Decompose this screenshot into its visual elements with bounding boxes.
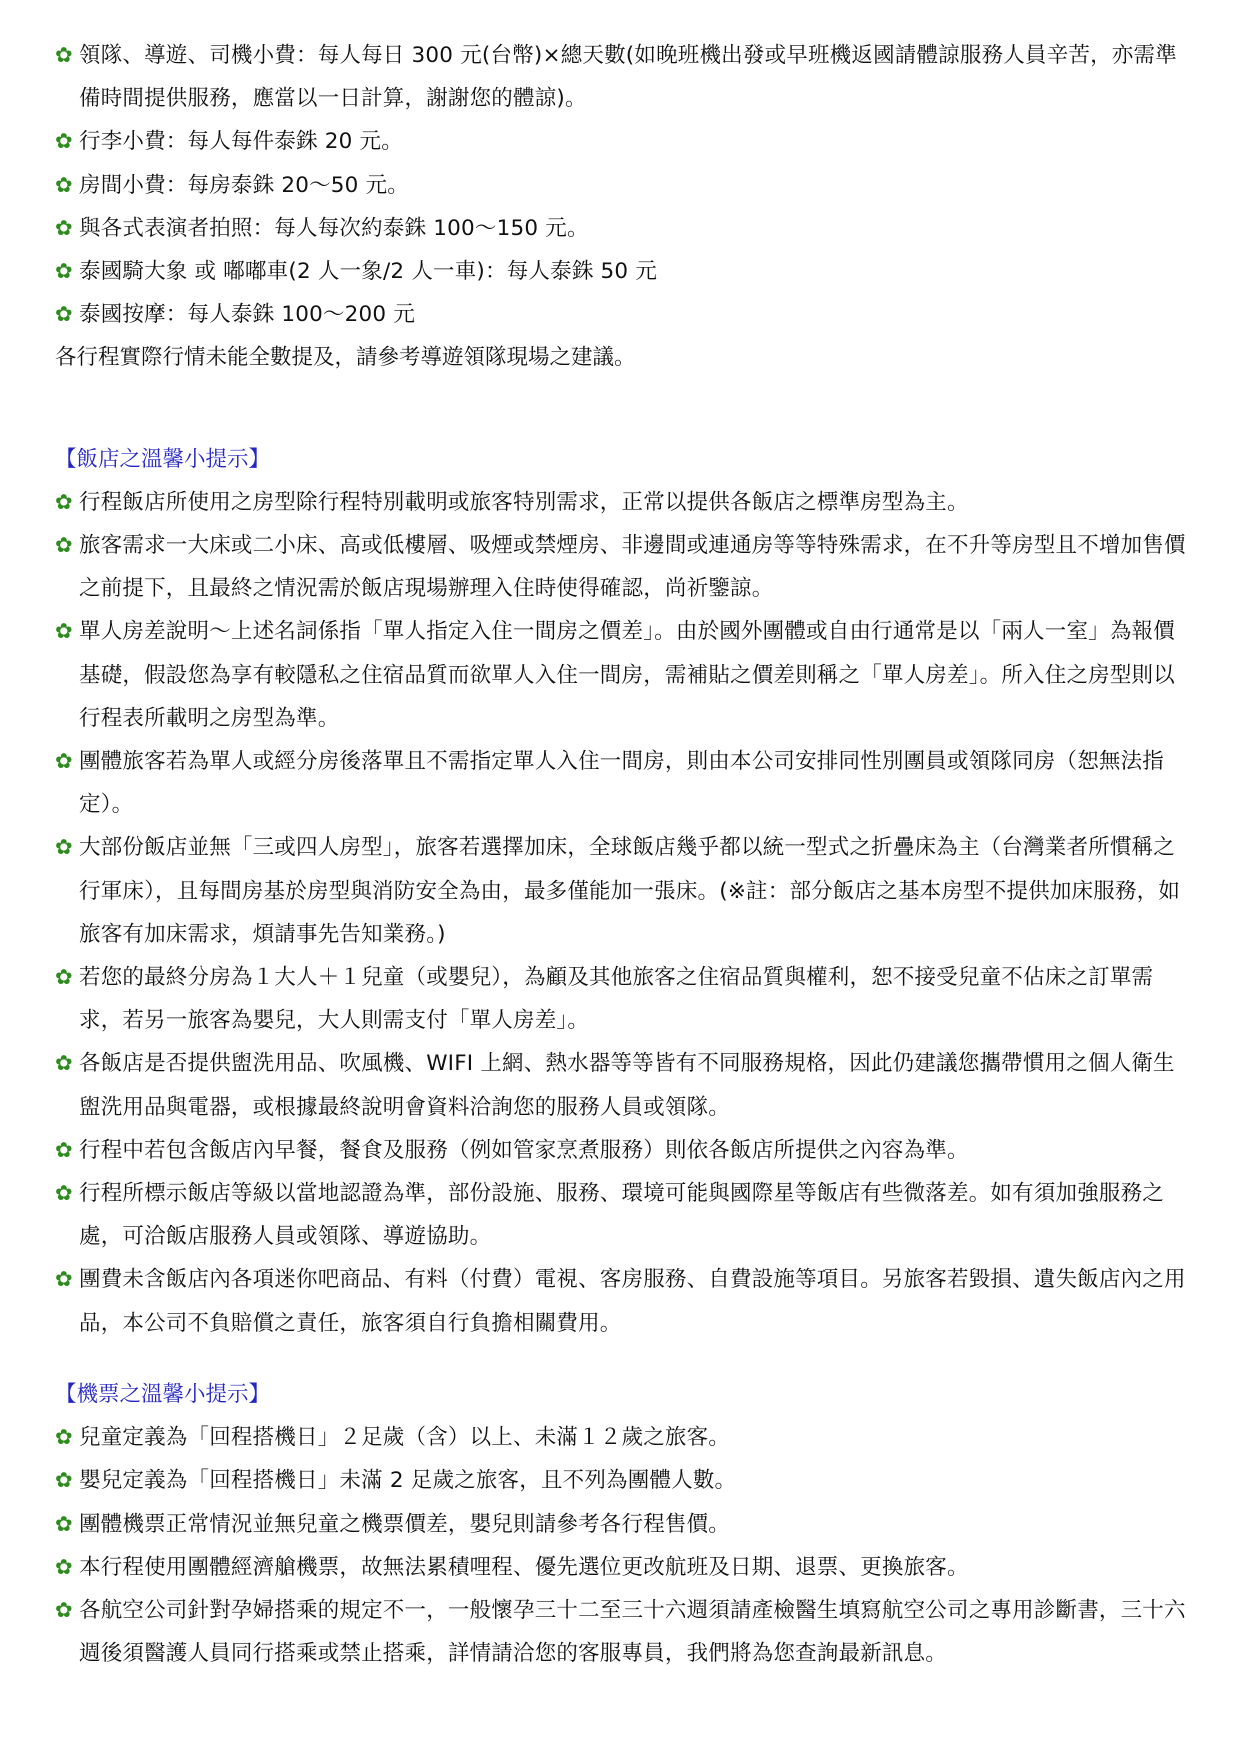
hotel-item-text: 行程所標示飯店等級以當地認證為準，部份設施、服務、環境可能與國際星等飯店有些微落差。如有須加強服務之處，可洽飯店服務人員或領隊、導遊協助。 xyxy=(79,1181,1165,1250)
tips-list xyxy=(55,34,1195,380)
ticket-item-text: 兒童定義為「回程搭機日」２足歲（含）以上、未滿１２歲之旅客。 xyxy=(79,1425,731,1451)
ticket-item-text: 各航空公司針對孕婦搭乘的規定不一，一般懷孕三十二至三十六週須請產檢醫生填寫航空公司之專用診斷書，三十六週後須醫護人員同行搭乘或禁止搭乘，詳情請洽您的客服專員，我們將為您查詢最新訊息。 xyxy=(79,1597,1186,1667)
flower-bullet-icon: ✿ xyxy=(55,1554,73,1579)
flower-bullet-icon: ✿ xyxy=(55,1181,73,1206)
ticket-item xyxy=(55,1589,1195,1675)
hotel-item xyxy=(55,481,1195,524)
flower-bullet-icon: ✿ xyxy=(55,1511,73,1536)
tip-item xyxy=(55,120,1195,163)
hotel-item-text: 大部份飯店並無「三或四人房型」，旅客若選擇加床，全球飯店幾乎都以統一型式之折疊床為主（台灣業者所慣稱之行軍床），且每間房基於房型與消防安全為由，最多僅能加一張床。(※註：部分飯店之基本房型不提供加床服務，如旅客有加床需求，煩請事先告知業務。) xyxy=(79,835,1181,947)
ticket-item xyxy=(55,1503,1195,1546)
tip-text: 泰國按摩：每人泰銖 100～200 元 xyxy=(79,302,416,328)
flower-bullet-icon: ✿ xyxy=(55,835,73,860)
flower-bullet-icon: ✿ xyxy=(55,43,73,67)
tip-item xyxy=(55,34,1195,120)
flower-bullet-icon: ✿ xyxy=(55,172,73,197)
flower-bullet-icon: ✿ xyxy=(55,749,73,774)
hotel-item-text: 行程飯店所使用之房型除行程特別載明或旅客特別需求，正常以提供各飯店之標準房型為主。 xyxy=(79,489,969,515)
tip-item xyxy=(55,164,1195,207)
hotel-item xyxy=(55,610,1195,740)
tip-text: 泰國騎大象 或 嘟嘟車(2 人一象/2 人一車)：每人泰銖 50 元 xyxy=(79,259,658,285)
hotel-item xyxy=(55,1258,1195,1344)
hotel-item xyxy=(55,524,1195,610)
hotel-item-text: 旅客需求一大床或二小床、高或低樓層、吸煙或禁煙房、非邊間或連通房等等特殊需求，在不升等房型且不增加售價之前提下，且最終之情況需於飯店現場辦理入住時使得確認，尚祈鑒諒。 xyxy=(79,533,1186,602)
tip-text: 與各式表演者拍照：每人每次約泰銖 100～150 元。 xyxy=(79,215,589,241)
tips-note: 各行程實際行情未能全數提及，請參考導遊領隊現場之建議。 xyxy=(55,345,636,371)
flower-bullet-icon: ✿ xyxy=(55,1267,73,1292)
ticket-item xyxy=(55,1546,1195,1589)
hotel-item-text: 單人房差說明～上述名詞係指「單人指定入住一間房之價差」。由於國外團體或自由行通常是以「兩人一室」為報價基礎，假設您為享有較隱私之住宿品質而欲單人入住一間房，需補貼之價差則稱之「單人房差」。所入住之房型則以行程表所載明之房型為準。 xyxy=(79,619,1175,731)
flower-bullet-icon: ✿ xyxy=(55,1137,73,1162)
hotel-section xyxy=(55,438,1195,1345)
hotel-item xyxy=(55,1129,1195,1172)
tip-item xyxy=(55,293,1195,336)
hotel-item-text: 若您的最終分房為１大人＋１兒童（或嬰兒），為顧及其他旅客之住宿品質與權利，恕不接受兒童不佔床之訂單需求，若另一旅客為嬰兒，大人則需支付「單人房差」。 xyxy=(79,965,1154,1034)
ticket-section xyxy=(55,1373,1195,1675)
spacer xyxy=(55,380,1195,438)
hotel-item xyxy=(55,1042,1195,1128)
flower-bullet-icon: ✿ xyxy=(55,1468,73,1493)
ticket-item-text: 團體機票正常情況並無兒童之機票價差，嬰兒則請參考各行程售價。 xyxy=(79,1511,731,1537)
flower-bullet-icon: ✿ xyxy=(55,1425,73,1450)
ticket-item xyxy=(55,1416,1195,1459)
tip-text: 領隊、導遊、司機小費：每人每日 300 元(台幣)×總天數(如晚班機出發或早班機返國請體諒服務人員辛苦，亦需準備時間提供服務，應當以一日計算，謝謝您的體諒)。 xyxy=(79,43,1177,112)
flower-bullet-icon: ✿ xyxy=(55,965,73,990)
flower-bullet-icon: ✿ xyxy=(55,259,73,284)
hotel-item-text: 各飯店是否提供盥洗用品、吹風機、WIFI 上網、熱水器等等皆有不同服務規格，因此仍建議您攜帶慣用之個人衛生盥洗用品與電器，或根據最終說明會資料洽詢您的服務人員或領隊。 xyxy=(79,1051,1175,1120)
hotel-item-text: 團體旅客若為單人或經分房後落單且不需指定單人入住一間房，則由本公司安排同性別團員或領隊同房（恕無法指定）。 xyxy=(79,749,1165,818)
flower-bullet-icon: ✿ xyxy=(55,533,73,558)
hotel-item xyxy=(55,1172,1195,1258)
hotel-item xyxy=(55,740,1195,826)
tip-item xyxy=(55,207,1195,250)
hotel-item-text: 團費未含飯店內各項迷你吧商品、有料（付費）電視、客房服務、自費設施等項目。另旅客若毀損、遺失飯店內之用品，本公司不負賠償之責任，旅客須自行負擔相關費用。 xyxy=(79,1267,1186,1336)
flower-bullet-icon: ✿ xyxy=(55,1051,73,1076)
hotel-heading: 【飯店之溫馨小提示】 xyxy=(55,446,271,472)
ticket-item xyxy=(55,1459,1195,1502)
flower-bullet-icon: ✿ xyxy=(55,489,73,514)
ticket-item-text: 本行程使用團體經濟艙機票，故無法累積哩程、優先選位更改航班及日期、退票、更換旅客。 xyxy=(79,1554,969,1580)
flower-bullet-icon: ✿ xyxy=(55,215,73,240)
ticket-heading: 【機票之溫馨小提示】 xyxy=(55,1381,271,1407)
tip-item xyxy=(55,250,1195,293)
document-page xyxy=(55,34,1195,1675)
flower-bullet-icon: ✿ xyxy=(55,619,73,644)
flower-bullet-icon: ✿ xyxy=(55,129,73,154)
flower-bullet-icon: ✿ xyxy=(55,1597,73,1622)
flower-bullet-icon: ✿ xyxy=(55,302,73,327)
spacer xyxy=(55,1345,1195,1373)
tip-text: 房間小費：每房泰銖 20～50 元。 xyxy=(79,172,409,198)
hotel-item xyxy=(55,826,1195,956)
hotel-item-text: 行程中若包含飯店內早餐，餐食及服務（例如管家烹煮服務）則依各飯店所提供之內容為準。 xyxy=(79,1137,969,1163)
ticket-item-text: 嬰兒定義為「回程搭機日」未滿 2 足歲之旅客，且不列為團體人數。 xyxy=(79,1468,737,1494)
hotel-item xyxy=(55,956,1195,1042)
tip-text: 行李小費：每人每件泰銖 20 元。 xyxy=(79,129,403,155)
